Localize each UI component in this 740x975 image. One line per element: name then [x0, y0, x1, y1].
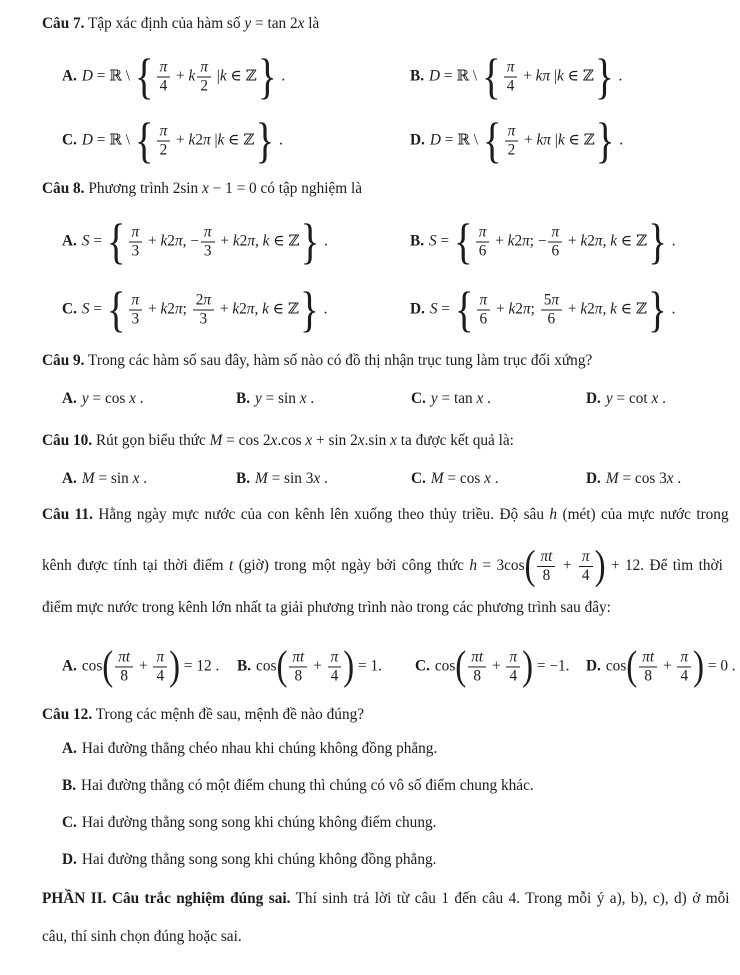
q9-option-c-label: C.: [411, 390, 426, 407]
q10-option-a-formula: M = sin x .: [81, 470, 148, 487]
q7-option-c-formula: D = ℝ \ { $\frac{\pi}{2}$ + k2π |k ∈ ℤ} .: [81, 113, 283, 169]
q10-option-c: [411, 470, 499, 488]
q9-option-d: [586, 390, 666, 408]
q9-option-a-label: A.: [62, 390, 77, 407]
q12-option-d-text: Hai đường thẳng song song khi chúng không đồng phẳng.: [81, 851, 437, 868]
q8-option-d-label: D.: [410, 300, 425, 318]
q8-option-b-formula: S = { $\frac{\pi}{6}$ + k2π; − $\frac{\pi}{6}$ + k2π, k ∈ ℤ} .: [429, 214, 676, 270]
q8-option-a-formula: S = { $\frac{\pi}{3}$ + k2π, − $\frac{\pi}{3}$ + k2π, k ∈ ℤ} .: [81, 214, 328, 270]
question-7-number: Câu 7.: [42, 15, 85, 32]
q8-option-a: [62, 214, 328, 270]
q8-option-b: [410, 214, 676, 270]
q11-option-d-formula: cos( $\frac{\pi t}{8}$ + $\frac{\pi}{4}$ ) = 0 .: [605, 643, 736, 689]
q8-option-b-label: B.: [410, 232, 425, 250]
question-11-line-1: [42, 505, 729, 526]
q12-option-c-text: Hai đường thẳng song song khi chúng không điểm chung.: [81, 814, 437, 831]
q11-option-c: [415, 643, 570, 689]
q10-option-b-label: B.: [236, 470, 251, 487]
question-12-text: Trong các mệnh đề sau, mệnh đề nào đúng?: [92, 706, 365, 723]
question-11-text-line3: điểm mực nước trong kênh lớn nhất ta giải phương trình nào trong các phương trình sau đây:: [42, 599, 611, 616]
q12-option-d-label: D.: [62, 851, 77, 868]
part2-header-bold: PHẦN II. Câu trắc nghiệm đúng sai.: [42, 890, 291, 907]
question-11-number: Câu 11.: [42, 506, 93, 523]
q10-option-d-label: D.: [586, 470, 601, 487]
q11-option-a-label: A.: [62, 657, 77, 675]
q12-option-c-label: C.: [62, 814, 77, 831]
question-10-title: [42, 431, 720, 452]
q9-option-d-label: D.: [586, 390, 601, 407]
q9-option-b: [236, 390, 314, 408]
question-9-number: Câu 9.: [42, 352, 85, 369]
q9-option-c: [411, 390, 491, 408]
question-8-number: Câu 8.: [42, 180, 85, 197]
q10-option-a-label: A.: [62, 470, 77, 487]
question-12-number: Câu 12.: [42, 706, 93, 723]
question-12-title: [42, 705, 720, 726]
question-7-options-row-1: [0, 50, 740, 104]
part2-header-line2-text: câu, thí sinh chọn đúng hoặc sai.: [42, 928, 242, 945]
q8-option-c: [62, 282, 328, 338]
q11-option-c-formula: cos( $\frac{\pi t}{8}$ + $\frac{\pi}{4}$ ) = −1.: [434, 643, 570, 689]
q10-option-b: [236, 470, 328, 488]
part2-header-line-1: [42, 889, 730, 910]
question-8-options-row-2: [0, 282, 740, 338]
question-8-title: [42, 179, 720, 200]
q12-option-a-text: Hai đường thẳng chéo nhau khi chúng không đồng phẳng.: [81, 740, 438, 757]
question-11-options-row: [0, 638, 740, 696]
question-9-options-row: [0, 390, 740, 412]
q12-option-a-label: A.: [62, 740, 77, 757]
q11-option-c-label: C.: [415, 657, 430, 675]
q11-option-b-formula: cos( $\frac{\pi t}{8}$ + $\frac{\pi}{4}$ ) = 1.: [256, 643, 382, 689]
q7-option-d-label: D.: [410, 131, 425, 149]
q10-option-c-formula: M = cos x .: [430, 470, 499, 487]
q12-option-a: [62, 740, 437, 758]
q10-option-a: [62, 470, 147, 488]
q12-option-c: [62, 814, 436, 832]
q12-option-a-row: [0, 740, 740, 762]
q12-option-b: [62, 777, 534, 795]
q9-option-a-formula: y = cos x .: [81, 390, 144, 407]
q12-option-d: [62, 851, 436, 869]
q12-option-b-text: Hai đường thẳng có một điểm chung thì chúng có vô số điểm chung khác.: [81, 777, 534, 794]
q10-option-d: [586, 470, 681, 488]
q9-option-b-formula: y = sin x .: [255, 390, 315, 407]
question-11-line-3: [42, 598, 702, 619]
q7-option-b-label: B.: [410, 67, 425, 85]
question-8-text: Phương trình 2sin x − 1 = 0 có tập nghiệm là: [84, 180, 363, 197]
q11-option-d: [586, 643, 736, 689]
question-11-text-line2: kênh được tính tại thời điểm t (giờ) trong một ngày bởi công thức h = 3cos( $\frac{\pi t}{8}$ + $\frac{\pi}{4}$ ) + 12. Để tìm thời: [42, 543, 723, 589]
question-11-line-2: [42, 537, 723, 595]
q7-option-a-label: A.: [62, 67, 77, 85]
question-11-text-line1: Hằng ngày mực nước của con kênh lên xuống theo thủy triều. Độ sâu h (mét) của mực nước trong: [92, 506, 729, 523]
q9-option-a: [62, 390, 144, 408]
question-10-number: Câu 10.: [42, 432, 93, 449]
q10-option-c-label: C.: [411, 470, 426, 487]
q7-option-d: [410, 113, 624, 169]
q10-option-b-formula: M = sin 3x .: [255, 470, 328, 487]
q8-option-d: [410, 282, 676, 338]
q11-option-b: [237, 643, 382, 689]
q11-option-a: [62, 643, 220, 689]
question-10-text: Rút gọn biểu thức M = cos 2x.cos x + sin 2x.sin x ta được kết quả là:: [92, 432, 514, 449]
q12-option-c-row: [0, 814, 740, 836]
q7-option-b: [410, 49, 623, 105]
question-9-title: [42, 351, 720, 372]
q8-option-c-formula: S = { $\frac{\pi}{3}$ + k2π; $\frac{2\pi}{3}$ + k2π, k ∈ ℤ} .: [81, 282, 328, 338]
q11-option-d-label: D.: [586, 657, 601, 675]
q9-option-b-label: B.: [236, 390, 251, 407]
q8-option-a-label: A.: [62, 232, 77, 250]
question-7-title: [42, 14, 720, 35]
q7-option-c-label: C.: [62, 131, 77, 149]
q7-option-c: [62, 113, 283, 169]
q8-option-c-label: C.: [62, 300, 77, 318]
q7-option-a: [62, 49, 286, 105]
q7-option-d-formula: D = ℝ \ { $\frac{\pi}{2}$ + kπ |k ∈ ℤ} .: [429, 113, 624, 169]
q12-option-b-label: B.: [62, 777, 77, 794]
part2-header-rest: Thí sinh trả lời từ câu 1 đến câu 4. Trong mỗi ý a), b), c), d) ở mỗi: [290, 890, 730, 907]
q8-option-d-formula: S = { $\frac{\pi}{6}$ + k2π; $\frac{5\pi}{6}$ + k2π, k ∈ ℤ} .: [429, 282, 676, 338]
q12-option-d-row: [0, 851, 740, 873]
q7-option-b-formula: D = ℝ \ { $\frac{\pi}{4}$ + kπ |k ∈ ℤ} .: [429, 49, 623, 105]
part2-header-line-2: [42, 927, 702, 948]
question-7-text: Tập xác định của hàm số y = tan 2x là: [84, 15, 320, 32]
q9-option-c-formula: y = tan x .: [430, 390, 491, 407]
question-7-options-row-2: [0, 114, 740, 168]
q10-option-d-formula: M = cos 3x .: [605, 470, 682, 487]
q7-option-a-formula: D = ℝ \ { $\frac{\pi}{4}$ + k $\frac{\pi}{2}$ |k ∈ ℤ} .: [81, 49, 286, 105]
question-9-text: Trong các hàm số sau đây, hàm số nào có đồ thị nhận trục tung làm trục đối xứng?: [84, 352, 593, 369]
question-10-options-row: [0, 470, 740, 492]
q11-option-b-label: B.: [237, 657, 252, 675]
q9-option-d-formula: y = cot x .: [605, 390, 666, 407]
q12-option-b-row: [0, 777, 740, 799]
question-8-options-row-1: [0, 214, 740, 270]
q11-option-a-formula: cos( $\frac{\pi t}{8}$ + $\frac{\pi}{4}$ ) = 12 .: [81, 643, 220, 689]
